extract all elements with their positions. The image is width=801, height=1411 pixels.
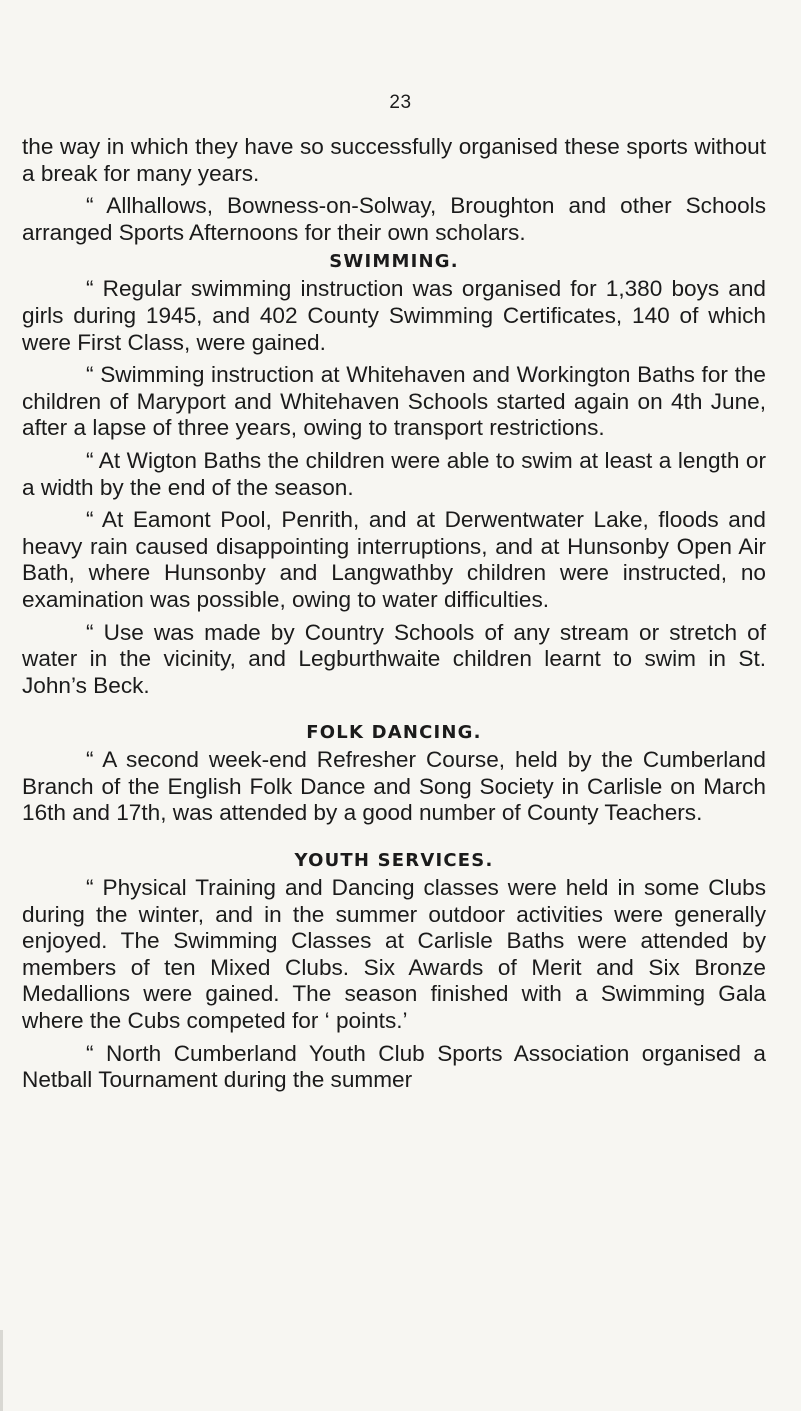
page-number: 23 (389, 92, 412, 113)
page-edge-shadow (0, 1330, 3, 1411)
paragraph-country-schools: “ Use was made by Country Schools of any stream or stretch of water in the vicinity, and Legburthwaite children learnt to swim in St. John’s Beck. (22, 619, 766, 698)
paragraph-refresher-course: “ A second week-end Refresher Course, held by the Cumberland Branch of the English Folk Dance and Song Society in Carlisle on March 16th and 17th, was attended by a good number of County Teachers. (22, 747, 766, 826)
heading-youth-services: YOUTH SERVICES. (294, 850, 494, 872)
paragraph-physical-training: “ Physical Training and Dancing classes were held in some Clubs during the winter, and in the summer outdoor activities were generally enjoyed. The Swimming Classes at Carlisle Baths were attended by members of ten Mixed Clubs. Six Awards of Merit and Six Bronze Medallions were gained. The season finished with a Swimming Gala where the Cubs competed for ‘ points.’ (22, 875, 766, 1034)
body-text (22, 134, 766, 1100)
paragraph-swimming-instruction: “ Regular swimming instruction was organised for 1,380 boys and girls during 1945, and 402 County Swimming Certificates, 140 of which were First Class, were gained. (22, 276, 766, 355)
paragraph-eamont-pool: “ At Eamont Pool, Penrith, and at Derwentwater Lake, floods and heavy rain caused disappointing interruptions, and at Hunsonby Open Air Bath, where Hunsonby and Langwathby children were instructed, no examination was possible, owing to water difficulties. (22, 507, 766, 612)
paragraph-wigton-baths: “ At Wigton Baths the children were able to swim at least a length or a width by the end of the season. (22, 447, 766, 500)
paragraph-sports-afternoons: “ Allhallows, Bowness-on-Solway, Broughton and other Schools arranged Sports Afternoons for their own scholars. (22, 193, 766, 245)
paragraph-whitehaven-baths: “ Swimming instruction at Whitehaven and Workington Baths for the children of Maryport and Whitehaven Schools started again on 4th June, after a lapse of three years, owing to transport restrictions. (22, 362, 766, 441)
paragraph-netball-tournament: “ North Cumberland Youth Club Sports Association organised a Netball Tournament during the summer (22, 1040, 766, 1093)
heading-folk-dancing: FOLK DANCING. (306, 722, 482, 744)
heading-swimming: SWIMMING. (329, 251, 459, 273)
paragraph-continuation: the way in which they have so successfully organised these sports without a break for many years. (22, 134, 766, 186)
